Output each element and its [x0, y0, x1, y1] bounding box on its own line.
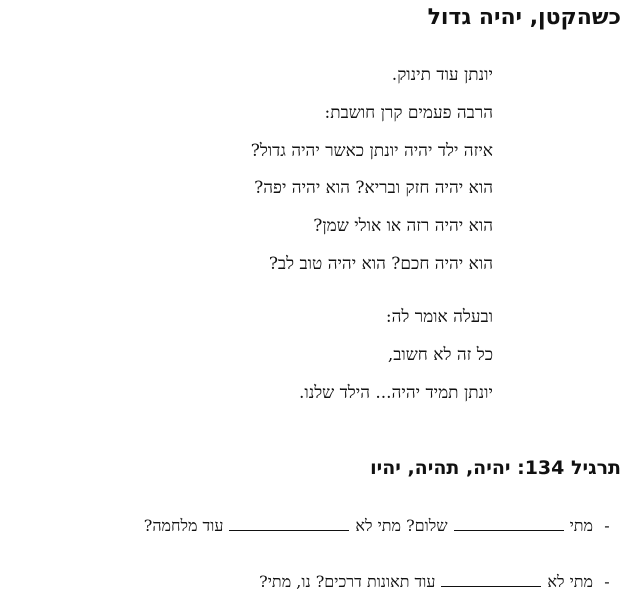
story-line-1: יונתן עוד תינוק.: [391, 65, 493, 85]
exercise-item-text: מתי: [569, 516, 593, 535]
story-line-5: הוא יהיה רזה או אולי שמן?: [313, 216, 493, 236]
fill-in-blank[interactable]: [454, 516, 564, 531]
story-line-7: ובעלה אומר לה:: [385, 307, 493, 327]
exercise-item-1: [0, 514, 621, 538]
fill-in-blank[interactable]: [229, 516, 349, 531]
exercise-item-text: מתי לא: [547, 572, 593, 591]
story-line-2: הרבה פעמים קרן חושבת:: [324, 103, 493, 123]
exercise-item-dash: -: [604, 516, 610, 535]
story-title: כשהקטן, יהיה גדול: [427, 5, 621, 30]
exercise-title: תרגיל 134: יהיה, תהיה, יהיו: [370, 457, 621, 479]
exercise-item-text: שלום? מתי לא: [355, 516, 448, 535]
story-line-4: הוא יהיה חזק ובריא? הוא יהיה יפה?: [254, 178, 493, 198]
exercise-item-text: עוד מלחמה?: [143, 516, 224, 535]
exercise-item-dash: -: [604, 572, 610, 591]
story-line-6: הוא יהיה חכם? הוא יהיה טוב לב?: [268, 254, 493, 274]
story-line-9: יונתן תמיד יהיה... הילד שלנו.: [298, 383, 493, 403]
story-line-8: כל זה לא חשוב,: [387, 345, 493, 365]
exercise-item-text: עוד תאונות דרכים? נו, מתי?: [259, 572, 436, 591]
story-line-3: איזה ילד יהיה יונתן כאשר יהיה גדול?: [250, 141, 493, 161]
fill-in-blank[interactable]: [441, 572, 541, 587]
exercise-item-2: [0, 570, 621, 594]
